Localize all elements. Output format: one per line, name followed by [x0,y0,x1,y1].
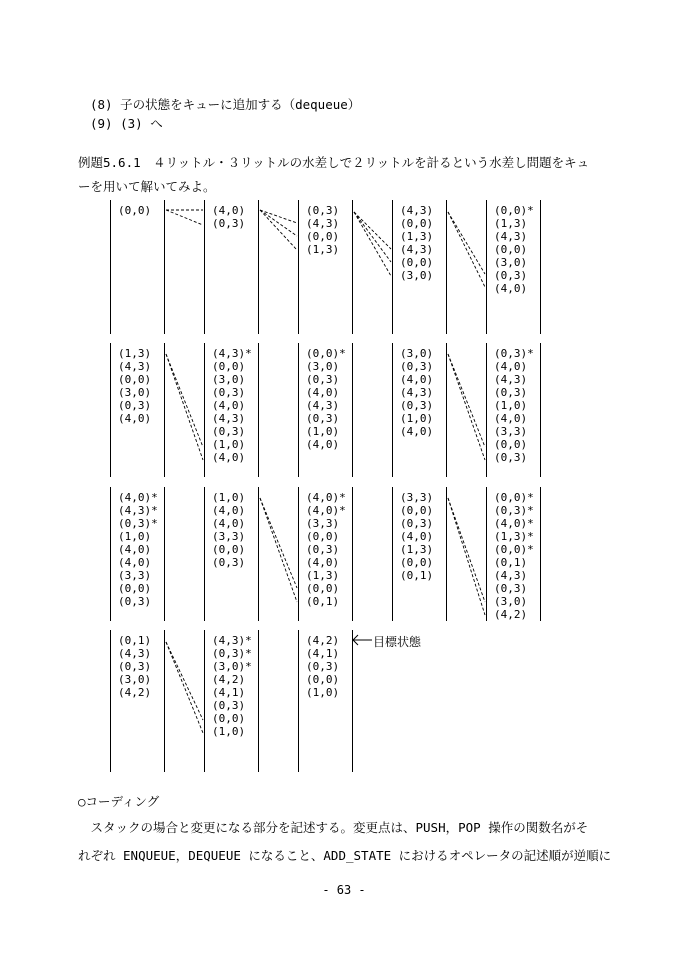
queue-cell: (3,3) (0,0) (0,3) (4,0) (1,3) (0,0) (0,1) [400,491,434,582]
goal-arrow-icon [352,634,372,646]
dashed-connector [166,354,203,460]
dashed-connector [166,642,203,733]
dashed-connector [260,498,297,602]
example-heading-cont: ーを用いて解いてみよ。 [78,179,216,194]
queue-cell: (4,3)* (0,3)* (3,0)* (4,2) (4,1) (0,3) (0,0) (1,0) [212,634,252,738]
queue-cell: (0,0) [118,204,152,217]
dashed-connector [354,212,391,262]
dashed-connector [448,212,485,274]
page-number: - 63 - [322,883,366,897]
body-paragraph-line-1: スタックの場合と変更になる部分を記述する。変更点は、PUSH，POP 操作の関数名がそ [78,820,589,835]
dashed-connector [166,642,203,720]
queue-cell: (4,0) (0,3) [212,204,246,230]
queue-cell: (4,0)* (4,0)* (3,3) (0,0) (0,3) (4,0) (1,3) (0,0) (0,1) [306,491,346,608]
queue-cell: (0,0)* (0,3)* (4,0)* (1,3)* (0,0)* (0,1) (4,3) (0,3) (3,0) (4,2) [494,491,534,621]
dashed-connector [166,354,203,447]
queue-cell: (0,1) (4,3) (0,3) (3,0) (4,2) [118,634,152,699]
queue-cell: (4,2) (4,1) (0,3) (0,0) (1,0) [306,634,340,699]
dashed-connector [166,210,203,225]
queue-cell: (4,0)* (4,3)* (0,3)* (1,0) (4,0) (4,0) (3,3) (0,0) (0,3) [118,491,158,608]
coding-heading: ○コーディング [78,794,160,809]
queue-cell: (4,3) (0,0) (1,3) (4,3) (0,0) (3,0) [400,204,434,282]
body-paragraph-line-2: れぞれ ENQUEUE，DEQUEUE になること、ADD_STATE におけるオペレータの記述順が逆順に [78,848,612,863]
dashed-connector [448,498,485,615]
queue-cell: (1,3) (4,3) (0,0) (3,0) (0,3) (4,0) [118,347,152,425]
queue-cell: (0,0)* (3,0) (0,3) (4,0) (4,3) (0,3) (1,0) (4,0) [306,347,346,451]
dashed-connector [448,354,485,460]
dashed-connector [354,212,391,276]
dashed-connector [448,354,485,447]
example-heading: 例題5.6.1 ４リットル・３リットルの水差しで２リットルを計るという水差し問題をキュ [78,155,590,170]
dashed-connector [260,210,297,250]
dashed-connector [260,210,297,223]
step-9-text: (9) (3) へ [90,116,163,131]
queue-cell: (1,0) (4,0) (4,0) (3,3) (0,0) (0,3) [212,491,246,569]
dashed-connector [260,498,297,588]
queue-cell: (0,0)* (1,3) (4,3) (0,0) (3,0) (0,3) (4,0) [494,204,534,295]
queue-cell: (3,0) (0,3) (4,0) (4,3) (0,3) (1,0) (4,0) [400,347,434,438]
dashed-connector [448,498,485,602]
queue-cell: (0,3) (4,3) (0,0) (1,3) [306,204,340,256]
step-8-text: (8) 子の状態をキューに追加する（dequeue） [90,97,361,112]
dashed-connector [448,212,485,287]
goal-state-label: 目標状態 [373,635,422,649]
queue-cell: (4,3)* (0,0) (3,0) (0,3) (4,0) (4,3) (0,3) (1,0) (4,0) [212,347,252,464]
queue-cell: (0,3)* (4,0) (4,3) (0,3) (1,0) (4,0) (3,3) (0,0) (0,3) [494,347,534,464]
dashed-connector [260,210,297,236]
